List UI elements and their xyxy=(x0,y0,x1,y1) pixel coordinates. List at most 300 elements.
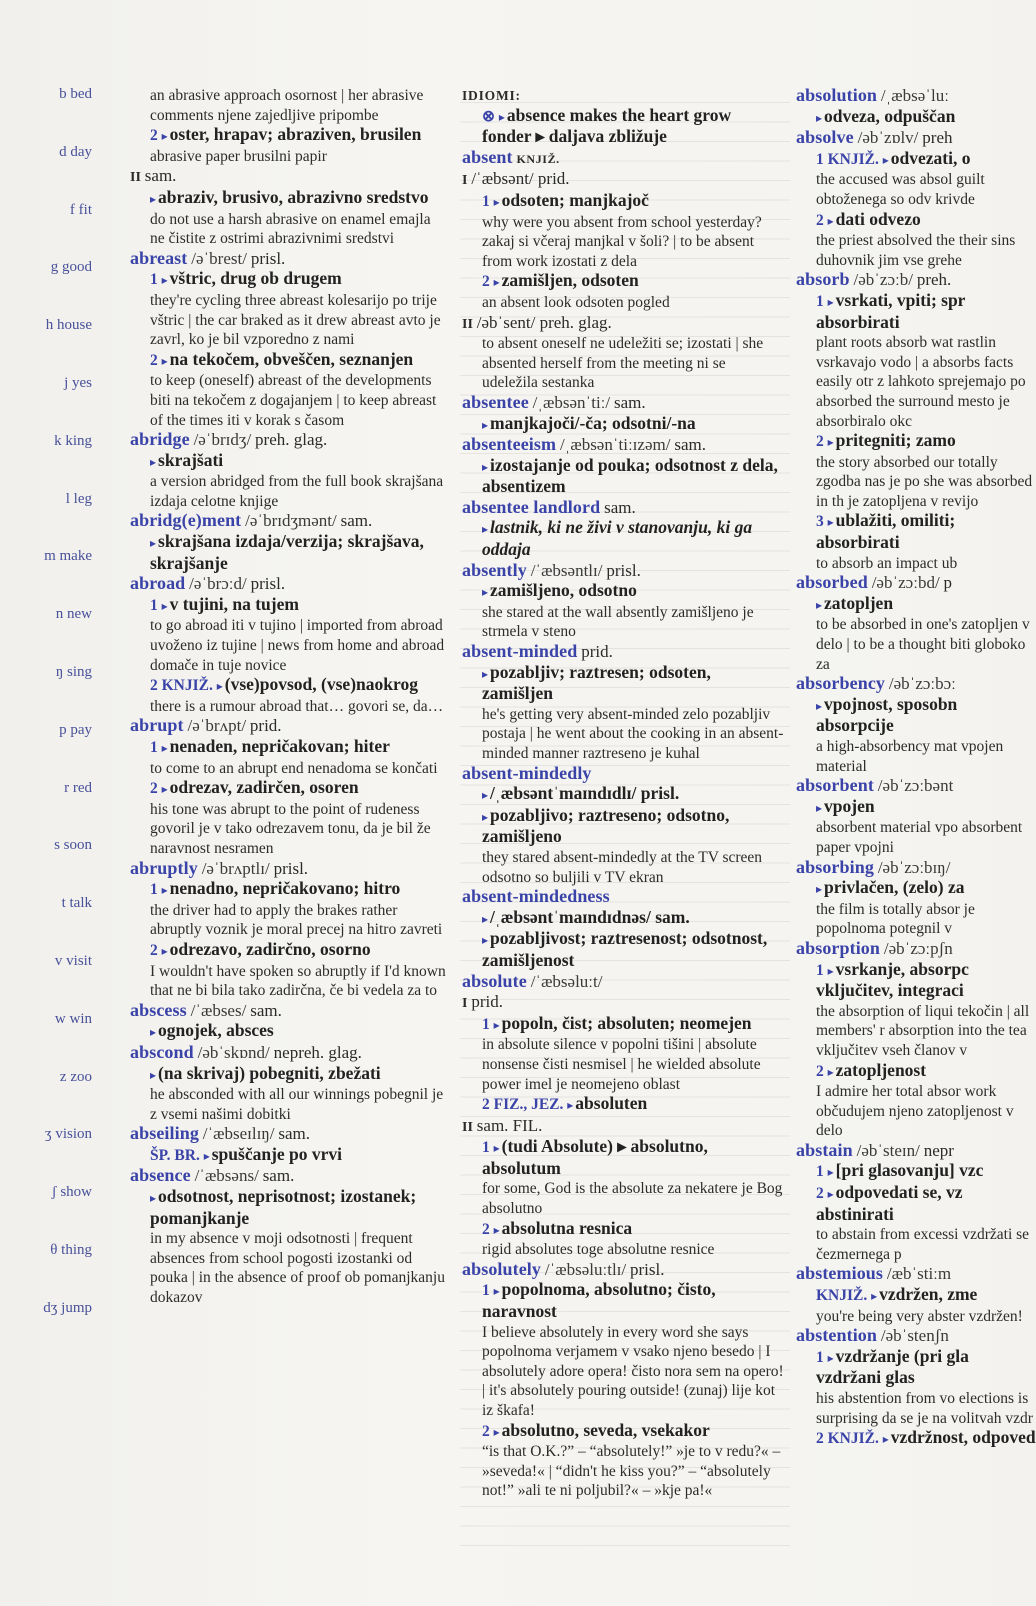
pronunciation-example-word: good xyxy=(62,259,92,276)
headword: absenteeism xyxy=(462,434,557,455)
sense-number: 1 xyxy=(482,1139,490,1157)
pronunciation-key-row xyxy=(59,144,92,161)
translation-text: zatopljenost xyxy=(835,1059,927,1080)
dictionary-column-2 xyxy=(462,86,784,1501)
translation-text: vštric, drug ob drugem xyxy=(169,268,342,289)
headword: abroad xyxy=(130,573,186,594)
sense-translation xyxy=(130,350,448,372)
sense-translation xyxy=(462,908,784,930)
pronunciation-example-word: red xyxy=(72,779,92,796)
grammar-label: sam. xyxy=(340,511,373,531)
sense-translation xyxy=(130,879,448,901)
grammar-label: prisl. xyxy=(250,574,286,594)
sense-translation xyxy=(796,878,1036,900)
sense-translation xyxy=(462,1094,784,1116)
sense-translation xyxy=(796,1161,1036,1183)
sense-translation xyxy=(130,595,448,617)
pronunciation-symbol: b xyxy=(59,86,67,102)
sense-number: 2 xyxy=(150,941,158,959)
grammar-label: preh xyxy=(922,128,953,148)
pronunciation-key-row xyxy=(56,664,92,681)
part-of-speech-division xyxy=(462,992,784,1014)
sense-number: 2 xyxy=(482,273,490,291)
usage-example xyxy=(796,554,1036,574)
usage-example xyxy=(130,1085,448,1124)
sense-number: 2 xyxy=(150,351,158,369)
grammar-label: sam. xyxy=(604,497,636,517)
entry-headword-line xyxy=(462,1260,784,1281)
sense-translation xyxy=(796,1061,1036,1083)
pronunciation-example-word: talk xyxy=(69,895,92,912)
sense-number: 2 xyxy=(816,211,824,229)
arrow-icon: ▸ xyxy=(493,1017,500,1032)
pronunciation-example-word: house xyxy=(57,317,92,334)
sense-translation xyxy=(462,581,784,603)
usage-example xyxy=(796,1082,1036,1141)
sense-translation xyxy=(130,737,448,759)
grammar-label: sam. FIL. xyxy=(476,1115,543,1135)
sense-translation xyxy=(462,518,784,560)
pronunciation-example-word: pay xyxy=(70,721,92,738)
pronunciation-key-row xyxy=(66,491,92,508)
pronunciation-key-row xyxy=(50,1242,92,1259)
sense-translation xyxy=(796,797,1036,819)
entry-headword-line xyxy=(796,86,1036,107)
example-text: his tone was abrupt to the point of rudeness govoril je v tako odrezavem tonu, da je bil že naravnost nesramen xyxy=(150,800,431,857)
example-text: an abrasive approach osornost | her abrasive comments njene zajedljive pripombe xyxy=(150,87,424,124)
headword: absolve xyxy=(796,127,854,148)
sense-number: 1 xyxy=(150,596,158,614)
translation-text: vsrkanje, absorpc vključitev, integraci xyxy=(816,958,969,1001)
arrow-icon: ▸ xyxy=(203,1148,210,1163)
entry-headword-line xyxy=(462,148,784,170)
entry-headword-line xyxy=(462,435,784,456)
example-text: rigid absolutes toge absolutne resnice xyxy=(482,1241,715,1259)
usage-example xyxy=(462,1240,784,1260)
arrow-icon: ▸ xyxy=(161,741,168,755)
translation-text: vzdržanje (pri gla vzdržani glas xyxy=(816,1345,969,1388)
usage-example xyxy=(796,333,1036,431)
usage-example xyxy=(462,334,784,393)
usage-example xyxy=(130,962,448,1001)
grammar-label: sam. xyxy=(674,435,706,455)
sense-number: 2 xyxy=(816,1185,824,1203)
translation-text: /ˌæbsəntˈmaɪndɪdnəs/ sam. xyxy=(490,906,690,927)
arrow-icon: ▸ xyxy=(498,109,505,124)
sense-translation xyxy=(462,191,784,213)
translation-text: nenaden, nepričakovan; hiter xyxy=(169,736,390,756)
pronunciation-key-row xyxy=(54,837,92,854)
translation-text: absolutna resnica xyxy=(501,1217,633,1238)
usage-example xyxy=(462,848,784,887)
arrow-icon: ▸ xyxy=(161,883,168,898)
usage-example xyxy=(462,603,784,642)
part-of-speech-division xyxy=(130,166,448,188)
translation-text: skrajšana izdaja/verzija; skrajšava, skrajšanje xyxy=(150,531,424,573)
example-text: you're being very abster vzdržen! xyxy=(816,1307,1023,1325)
headword: abridge xyxy=(130,429,190,450)
usage-example xyxy=(796,1002,1036,1061)
example-text: to abstain from excessi vzdržati se čezmernega p xyxy=(816,1226,1030,1263)
pronunciation-example-word: soon xyxy=(63,837,92,854)
entry-headword-line xyxy=(130,1043,448,1064)
grammar-label: /ˈæbsənt/ prid. xyxy=(471,169,570,189)
translation-text: absence makes the heart grow fonder ▸ daljava zbližuje xyxy=(482,104,732,147)
pronunciation-key-row xyxy=(55,1011,92,1028)
usage-example xyxy=(796,231,1036,270)
pronunciation-key-row xyxy=(59,722,92,739)
pronunciation-symbol: g xyxy=(50,259,59,276)
sense-number: ŠP. BR. xyxy=(150,1146,200,1164)
pronunciation-key-row xyxy=(44,548,92,565)
translation-text: lastnik, ki ne živi v stanovanju, ki ga oddaja xyxy=(482,517,753,560)
pronunciation-example-word: fit xyxy=(78,201,92,218)
sense-translation xyxy=(796,1347,1036,1389)
usage-example xyxy=(796,1225,1036,1264)
arrow-icon: ▸ xyxy=(150,191,157,206)
pronunciation-example-word: thing xyxy=(61,1242,92,1258)
pronunciation-example-word: vision xyxy=(55,1126,92,1143)
entry-headword-line xyxy=(130,1166,448,1187)
pronunciation-symbol: f xyxy=(69,201,75,218)
arrow-icon: ▸ xyxy=(493,1141,500,1156)
entry-headword-line xyxy=(796,1141,1036,1162)
sense-translation xyxy=(130,778,448,800)
usage-example xyxy=(130,1229,448,1307)
pronunciation-symbol: r xyxy=(64,779,70,796)
sense-translation xyxy=(796,1428,1036,1450)
usage-example xyxy=(796,737,1036,776)
sense-number: 2 KNJIŽ. xyxy=(816,1430,879,1448)
headword: absorb xyxy=(796,269,850,290)
grammar-label: prisl. xyxy=(606,560,641,580)
entry-headword-line xyxy=(796,674,1036,695)
example-text: he absconded with all our winnings pobegnil je z vsemi našimi dobitki xyxy=(150,1086,444,1123)
entry-headword-line xyxy=(796,128,1036,149)
arrow-icon: ▸ xyxy=(482,809,489,824)
headword: absolute xyxy=(462,970,527,991)
arrow-icon: ▸ xyxy=(816,597,823,612)
entry-headword-line xyxy=(130,1124,448,1145)
sense-number: 1 xyxy=(482,1282,490,1300)
example-text: the accused was absol guilt obtoženega so odv krivde xyxy=(816,171,985,208)
arrow-icon: ▸ xyxy=(482,417,489,432)
phonetic-transcription: /ˈæbsəluːt/ xyxy=(530,971,603,991)
phonetic-transcription: /əˈbrɔːd/ xyxy=(189,574,247,594)
phonetic-transcription: /əˈbrʌptlɪ/ xyxy=(201,858,270,878)
example-text: why were you absent from school yesterday? zakaj si včeraj manjkal v šoli? | to be absent from work izostati z dela xyxy=(482,213,762,270)
pronunciation-key-row xyxy=(59,86,92,103)
sense-translation xyxy=(462,1219,784,1241)
entry-headword-line xyxy=(462,642,784,663)
translation-text: odrezav, zadirčen, osoren xyxy=(169,777,359,798)
sense-translation xyxy=(796,511,1036,553)
phonetic-transcription: /əˈbrʌpt/ xyxy=(187,716,247,736)
example-text: to come to an abrupt end nenadoma se končati xyxy=(150,759,438,777)
entry-headword-line xyxy=(130,574,448,595)
translation-text: (vse)povsod, (vse)naokrog xyxy=(224,674,418,695)
sense-translation xyxy=(130,1187,448,1229)
pronunciation-symbol: n xyxy=(55,606,64,623)
pronunciation-example-word: win xyxy=(69,1010,92,1027)
arrow-icon: ▸ xyxy=(493,275,500,290)
sense-number: 1 xyxy=(482,192,490,210)
phonetic-transcription: /əˈbrɪdʒmənt/ xyxy=(245,511,337,531)
example-text: the priest absolved the their sins duhovnik jim vse grehe xyxy=(816,232,1016,269)
pronunciation-symbol: j xyxy=(64,375,69,391)
pronunciation-example-word: show xyxy=(60,1184,92,1201)
usage-example xyxy=(796,170,1036,209)
entry-headword-line xyxy=(130,716,448,737)
sense-number: 1 xyxy=(816,1348,824,1366)
arrow-icon: ▸ xyxy=(482,666,489,681)
pronunciation-key-row xyxy=(52,1184,92,1201)
arrow-icon: ▸ xyxy=(150,1067,157,1082)
translation-text: odvezati, o xyxy=(890,147,971,168)
example-text: there is a rumour abroad that… govori se, da… xyxy=(150,697,444,715)
pronunciation-symbol: t xyxy=(61,895,66,912)
entry-headword-line xyxy=(796,573,1036,594)
sense-translation xyxy=(130,1064,448,1086)
phonetic-transcription: /əbˈzɔːb/ xyxy=(853,270,913,290)
sense-translation xyxy=(796,695,1036,737)
phonetic-transcription: /əbˈzɔːbɪŋ/ xyxy=(877,857,951,877)
sense-number: 2 xyxy=(482,1220,490,1238)
phonetic-transcription: /ˈæbsəns/ xyxy=(194,1166,259,1186)
headword: absentee xyxy=(462,391,529,412)
example-text: I believe absolutely in every word she says popolnoma verjamem v vsako njeno besedo | I absolutely adore opera! čisto nora sem na opero! | it's absolutely pouring outside! (zunaj) lije kot iz škafa! xyxy=(482,1323,784,1419)
example-text: absorbent material vpo absorbent paper vpojni xyxy=(816,819,1023,856)
roman-numeral: II xyxy=(462,316,473,332)
entry-headword-line xyxy=(796,270,1036,291)
example-text: I wouldn't have spoken so abruptly if I'd known that ne bi bila tako zadirčna, če bi vedela za to xyxy=(150,962,446,1000)
pronunciation-symbol: k xyxy=(54,432,62,449)
headword: abruptly xyxy=(130,857,198,878)
translation-text: odsotnost, neprisotnost; izostanek; pomanjkanje xyxy=(150,1186,417,1228)
pronunciation-example-word: day xyxy=(70,143,92,160)
example-text: a version abridged from the full book skrajšana izdaja celotne knjige xyxy=(150,473,444,510)
headword: absorbing xyxy=(796,856,874,877)
headword: abstention xyxy=(796,1325,878,1346)
sense-number: 2 xyxy=(816,1062,824,1080)
usage-example xyxy=(462,1035,784,1094)
arrow-icon: ▸ xyxy=(161,273,168,288)
translation-text: manjkajoči/-ča; odsotni/-na xyxy=(490,412,696,433)
arrow-icon: ▸ xyxy=(150,1025,157,1040)
arrow-icon: ▸ xyxy=(816,882,823,897)
arrow-icon: ▸ xyxy=(161,598,168,613)
sense-translation xyxy=(462,929,784,971)
translation-text: odveza, odpuščan xyxy=(824,105,956,126)
arrow-icon: ▸ xyxy=(827,963,834,978)
arrow-icon: ▸ xyxy=(827,1165,834,1180)
usage-example xyxy=(796,453,1036,512)
headword: abseiling xyxy=(130,1123,199,1144)
grammar-label: KNJIŽ. xyxy=(516,151,560,166)
sense-translation xyxy=(462,271,784,293)
pronunciation-symbol: w xyxy=(54,1010,66,1027)
headword: absorption xyxy=(796,937,881,958)
pronunciation-example-word: new xyxy=(67,606,92,623)
grammar-label: sam. xyxy=(250,1000,282,1020)
pronunciation-example-word: visit xyxy=(66,953,92,969)
idioms-label: IDIOMI: xyxy=(462,88,521,103)
usage-example xyxy=(130,371,448,430)
translation-text: izostajanje od pouka; odsotnost z dela, absentizem xyxy=(482,454,778,497)
pronunciation-key-row xyxy=(45,1126,92,1143)
entry-headword-line xyxy=(130,1001,448,1022)
translation-text: /ˌæbsəntˈmaɪndɪdlɪ/ prisl. xyxy=(490,783,680,804)
part-of-speech-division xyxy=(462,1116,784,1138)
pronunciation-symbol: s xyxy=(54,837,60,854)
grammar-label: sam. xyxy=(614,392,646,412)
translation-text: skrajšati xyxy=(158,449,224,470)
sense-number: 2 FIZ., JEZ. xyxy=(482,1096,564,1114)
pronunciation-symbol: m xyxy=(44,548,56,565)
entry-headword-line xyxy=(462,764,784,785)
translation-text: vpojnost, sposobn absorpcije xyxy=(816,693,958,736)
headword: abscess xyxy=(130,999,187,1020)
headword: absent xyxy=(462,146,513,167)
arrow-icon: ▸ xyxy=(827,213,834,228)
usage-example xyxy=(796,900,1036,939)
grammar-label: sam. xyxy=(262,1166,295,1186)
sense-translation xyxy=(130,451,448,473)
pronunciation-key-row xyxy=(43,1300,92,1317)
arrow-icon: ▸ xyxy=(150,454,157,469)
sense-translation xyxy=(462,106,784,148)
sense-translation xyxy=(130,532,448,574)
pronunciation-symbol: θ xyxy=(50,1242,58,1258)
sense-number: 1 KNJIŽ. xyxy=(816,150,879,168)
pronunciation-example-word: yes xyxy=(72,375,92,391)
sense-translation xyxy=(796,291,1036,333)
sense-translation xyxy=(130,940,448,962)
grammar-label: nepreh. glag. xyxy=(273,1042,362,1062)
example-text: a high-absorbency mat vpojen material xyxy=(816,738,1004,775)
sense-translation xyxy=(462,663,784,705)
roman-numeral: II xyxy=(130,170,141,186)
sense-translation xyxy=(796,107,1036,129)
usage-example xyxy=(130,901,448,940)
pronunciation-key-row xyxy=(70,202,92,219)
usage-example xyxy=(462,213,784,272)
phonetic-transcription: /əbˈskɒnd/ xyxy=(197,1042,270,1062)
headword: absent-minded xyxy=(462,641,578,662)
entry-headword-line xyxy=(796,1264,1036,1285)
usage-example xyxy=(130,616,448,675)
pronunciation-symbol: p xyxy=(59,721,67,738)
arrow-icon: ▸ xyxy=(482,788,489,803)
pronunciation-symbol: ŋ xyxy=(55,664,64,680)
part-of-speech-division xyxy=(462,169,784,191)
usage-example xyxy=(462,705,784,764)
sense-translation xyxy=(130,675,448,697)
roman-numeral: I xyxy=(462,996,468,1012)
translation-text: vsrkati, vpiti; spr absorbirati xyxy=(816,289,966,332)
translation-text: v tujini, na tujem xyxy=(169,593,299,614)
example-text: in absolute silence v popolni tišini | absolute nonsense čisti nesmisel | he wielded absolute power imel je neomejeno oblast xyxy=(482,1036,761,1093)
usage-example xyxy=(130,291,448,350)
sense-translation xyxy=(462,1280,784,1322)
arrow-icon: ▸ xyxy=(827,1064,834,1079)
headword: abscond xyxy=(130,1041,194,1062)
sense-translation xyxy=(462,1137,784,1179)
phonetic-transcription: /əbˈzɒlv/ xyxy=(857,128,919,148)
entry-headword-line xyxy=(796,939,1036,960)
arrow-icon: ▸ xyxy=(871,1289,878,1304)
arrow-icon: ▸ xyxy=(150,536,157,551)
sense-translation xyxy=(796,149,1036,171)
grammar-label: prid. xyxy=(581,642,613,662)
sense-translation xyxy=(462,1014,784,1036)
entry-headword-line xyxy=(462,561,784,582)
headword: abstemious xyxy=(796,1263,884,1284)
headword: absolution xyxy=(796,85,878,105)
entry-headword-line xyxy=(130,859,448,880)
arrow-icon: ▸ xyxy=(161,129,168,144)
example-text: they're cycling three abreast kolesarijo po trije vštric | the car braked as it drew abreast avto je zavrl, ko je bil vzporedno z nami xyxy=(150,291,441,349)
pronunciation-symbol: ʒ xyxy=(44,1126,52,1143)
translation-text: zatopljen xyxy=(824,592,894,613)
translation-text: ublažiti, omiliti; absorbirati xyxy=(816,510,956,553)
translation-text: popolnoma, absolutno; čisto, naravnost xyxy=(482,1279,716,1322)
sense-translation xyxy=(796,960,1036,1002)
phonetic-transcription: /ˌæbsənˈtiːɪzəm/ xyxy=(559,435,671,455)
part-of-speech-division xyxy=(462,313,784,335)
translation-text: na tekočem, obveščen, seznanjen xyxy=(169,348,414,369)
idioms-heading xyxy=(462,86,784,106)
pronunciation-key-row xyxy=(60,1069,92,1086)
arrow-icon: ▸ xyxy=(482,585,489,600)
sense-translation xyxy=(462,806,784,848)
translation-text: pozabljivo; raztreseno; odsotno, zamišljeno xyxy=(482,804,730,847)
example-text: “is that O.K.?” – “absolutely!” »je to v redu?« – »seveda!« | “didn't he kiss you?” – “absolutely not!” »ali te ni poljubil?« – »kje pa!« xyxy=(482,1443,781,1500)
entry-headword-line xyxy=(462,393,784,414)
example-text: she stared at the wall absently zamišljeno je strmela v steno xyxy=(482,603,754,641)
phonetic-transcription: /əˈbrɪdʒ/ xyxy=(193,430,252,450)
arrow-icon: ▸ xyxy=(161,782,168,797)
arrow-icon: ▸ xyxy=(216,679,223,694)
headword: absently xyxy=(462,559,527,580)
pronunciation-example-word: bed xyxy=(70,86,92,102)
sense-translation xyxy=(130,1021,448,1043)
sense-number: 3 xyxy=(816,513,824,531)
phonetic-transcription: /ˌæbsənˈtiː/ xyxy=(532,392,611,412)
entry-headword-line xyxy=(462,972,784,993)
translation-text: odpovedati se, vz abstinirati xyxy=(816,1182,963,1224)
sense-number: 1 xyxy=(150,271,158,289)
grammar-label: p xyxy=(943,573,953,593)
headword: absorbency xyxy=(796,673,886,694)
grammar-label: prisl. xyxy=(273,858,309,878)
translation-text: pozabljiv; raztresen; odsoten, zamišljen xyxy=(482,661,711,704)
pronunciation-symbol: ʃ xyxy=(51,1184,57,1201)
entry-headword-line xyxy=(796,776,1036,797)
pronunciation-key-row xyxy=(62,895,92,912)
sense-translation xyxy=(796,210,1036,232)
headword: abreast xyxy=(130,247,188,268)
pronunciation-example-word: make xyxy=(59,548,92,565)
arrow-icon: ▸ xyxy=(482,911,489,926)
phonetic-transcription: /əbˈzɔːbd/ xyxy=(871,573,940,593)
arrow-icon: ▸ xyxy=(493,1222,500,1237)
phonetic-transcription: /ˈæbses/ xyxy=(190,1000,247,1020)
usage-example xyxy=(130,210,448,249)
sense-number: 1 xyxy=(816,1163,824,1181)
sense-number: 2 xyxy=(150,127,158,145)
example-text: an absent look odsoten pogled xyxy=(482,293,670,311)
